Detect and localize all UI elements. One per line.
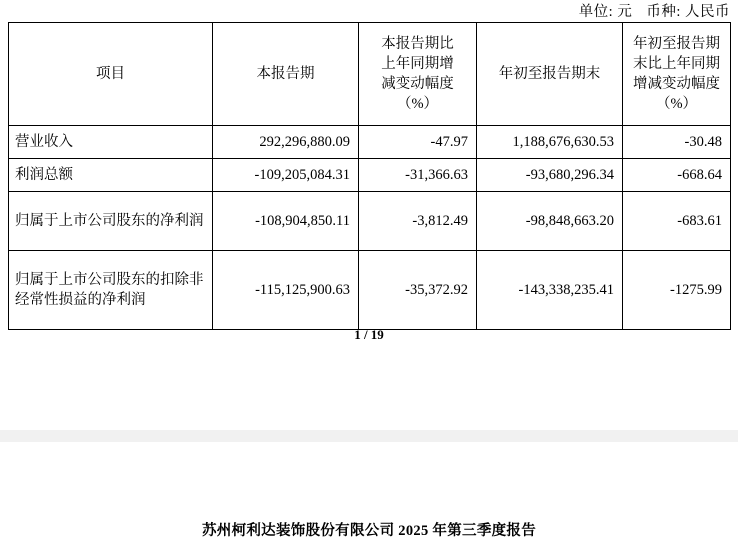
row-ytd: 1,188,676,630.53	[477, 126, 623, 159]
column-header-item-label: 项目	[96, 66, 125, 82]
column-header-period-change-line3: 减变动幅度	[381, 76, 454, 92]
row-ytd: -98,848,663.20	[477, 192, 623, 251]
page-number: 1 / 19	[354, 327, 384, 342]
row-period-change: -47.97	[359, 126, 477, 159]
column-header-period-change	[359, 23, 477, 126]
row-current-period: -115,125,900.63	[213, 251, 359, 330]
column-header-ytd-change-line4: （%）	[655, 96, 698, 112]
column-header-current-period-label: 本报告期	[256, 66, 315, 82]
column-header-period-change-line1: 本报告期比	[381, 36, 454, 52]
table-row	[9, 159, 731, 192]
row-ytd-change: -30.48	[623, 126, 731, 159]
row-period-change: -3,812.49	[359, 192, 477, 251]
table-row	[9, 192, 731, 251]
row-ytd-change: -683.61	[623, 192, 731, 251]
unit-currency-line	[579, 0, 730, 21]
row-ytd-change: -1275.99	[623, 251, 731, 330]
row-label: 归属于上市公司股东的净利润	[9, 192, 213, 251]
column-header-ytd-label: 年初至报告期末	[498, 66, 601, 82]
row-label: 利润总额	[9, 159, 213, 192]
column-header-ytd	[477, 23, 623, 126]
page-break-divider	[0, 430, 738, 442]
column-header-period-change-line2: 上年同期增	[381, 56, 454, 72]
column-header-ytd-change-line1: 年初至报告期	[633, 36, 720, 52]
financial-summary-table	[8, 22, 731, 330]
table-row	[9, 251, 731, 330]
table-header-row	[9, 23, 731, 126]
row-ytd: -143,338,235.41	[477, 251, 623, 330]
table-row	[9, 126, 731, 159]
unit-label: 单位: 元	[578, 4, 633, 20]
row-current-period: 292,296,880.09	[213, 126, 359, 159]
column-header-item	[9, 23, 213, 126]
document-footer: 苏州柯利达装饰股份有限公司 2025 年第三季度报告	[201, 523, 537, 539]
row-ytd-change: -668.64	[623, 159, 731, 192]
row-current-period: -109,205,084.31	[213, 159, 359, 192]
row-label: 归属于上市公司股东的扣除非经常性损益的净利润	[9, 251, 213, 330]
column-header-ytd-change	[623, 23, 731, 126]
currency-label: 币种: 人民币	[646, 4, 730, 20]
column-header-ytd-change-line3: 增减变动幅度	[633, 76, 720, 92]
row-ytd: -93,680,296.34	[477, 159, 623, 192]
column-header-period-change-line4: （%）	[396, 96, 439, 112]
column-header-current-period	[213, 23, 359, 126]
row-period-change: -31,366.63	[359, 159, 477, 192]
row-label: 营业收入	[9, 126, 213, 159]
row-current-period: -108,904,850.11	[213, 192, 359, 251]
column-header-ytd-change-line2: 末比上年同期	[633, 56, 720, 72]
row-period-change: -35,372.92	[359, 251, 477, 330]
